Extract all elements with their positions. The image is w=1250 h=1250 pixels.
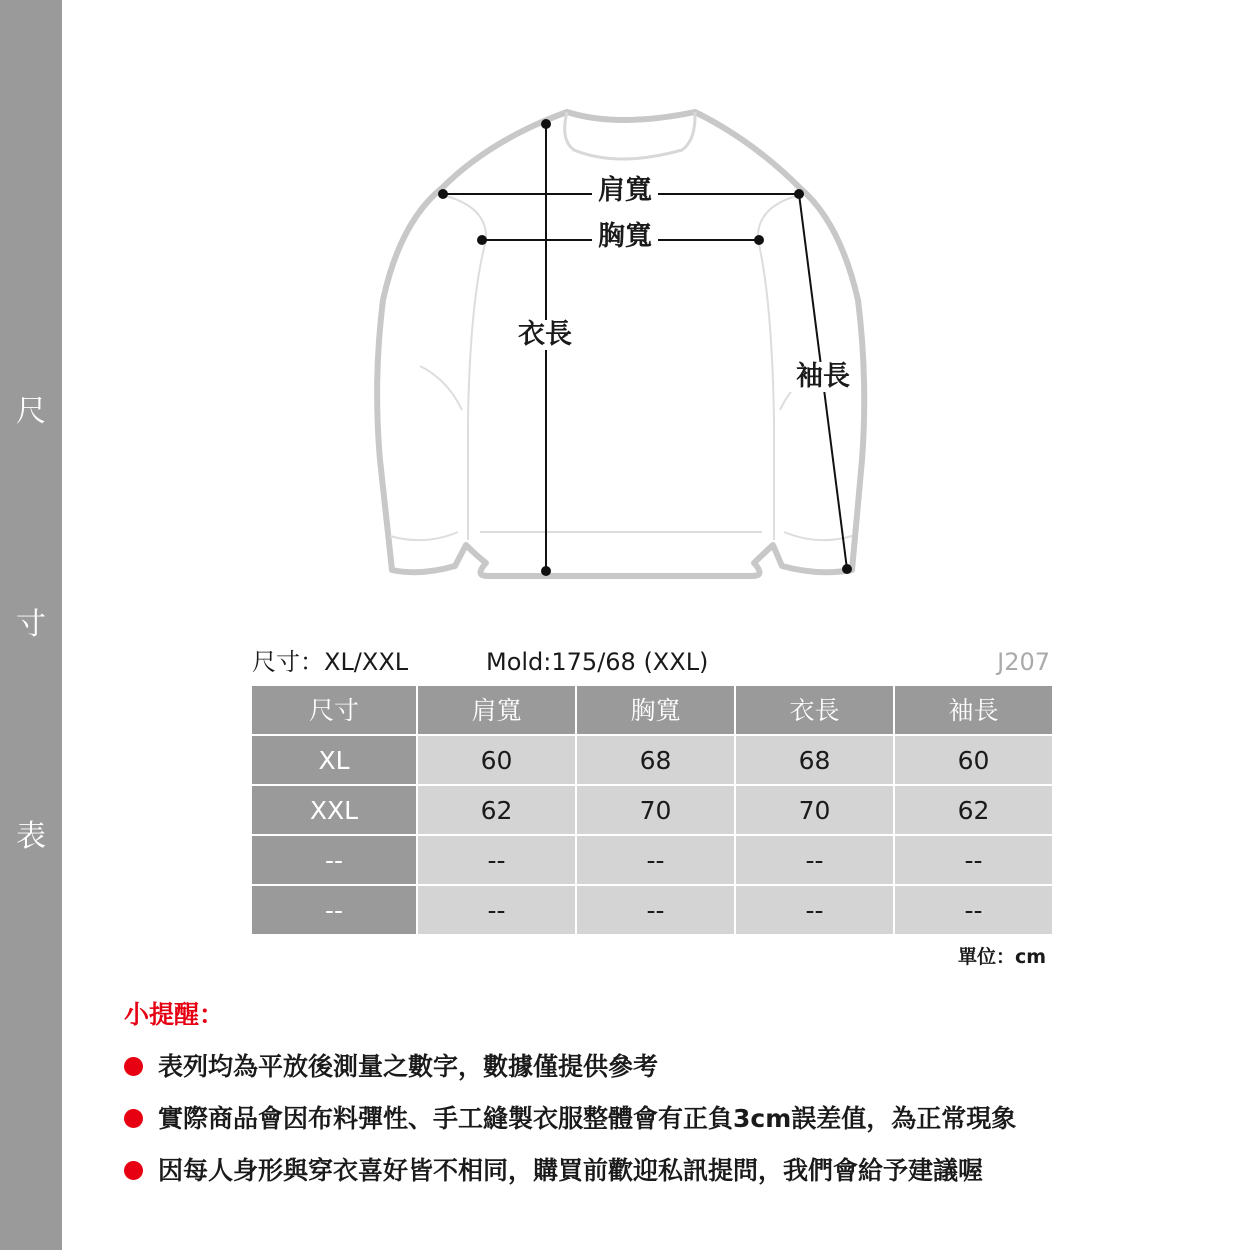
row-size: XL <box>252 736 416 784</box>
product-code: J207 <box>997 648 1050 676</box>
measure-point <box>438 189 448 199</box>
unit-label: 單位：cm <box>957 946 1046 968</box>
table-header-row <box>252 686 1052 734</box>
header-chest: 胸寬 <box>577 686 734 734</box>
reminder-note-text: 實際商品會因布料彈性、手工縫製衣服整體會有正負3cm誤差值，為正常現象 <box>158 1104 1017 1133</box>
header-shoulder: 肩寬 <box>418 686 575 734</box>
table-cell: 60 <box>895 736 1052 784</box>
table-row <box>252 736 1052 784</box>
table-row <box>252 786 1052 834</box>
table-cell: -- <box>418 886 575 934</box>
reminder-note-text: 因每人身形與穿衣喜好皆不相同，購買前歡迎私訊提問，我們會給予建議喔 <box>158 1156 984 1185</box>
table-cell: -- <box>895 836 1052 884</box>
bullet-dot-icon <box>124 1161 143 1180</box>
sidebar-title-char: 表 <box>16 819 46 854</box>
model-info: Mold:175/68 (XXL) <box>486 648 709 676</box>
measure-point <box>754 235 764 245</box>
table-cell: 70 <box>577 786 734 834</box>
reminder-note <box>124 1106 1016 1131</box>
reminder-note <box>124 1158 983 1183</box>
table-cell: -- <box>895 886 1052 934</box>
table-cell: 60 <box>418 736 575 784</box>
table-cell: -- <box>577 836 734 884</box>
garment-diagram <box>0 0 1250 620</box>
row-size: -- <box>252 886 416 934</box>
table-cell: -- <box>736 886 893 934</box>
bullet-dot-icon <box>124 1057 143 1076</box>
table-cell: -- <box>577 886 734 934</box>
measure-point <box>541 566 551 576</box>
sidebar-title-char: 寸 <box>16 607 46 642</box>
reminder-title: 小提醒： <box>124 1000 225 1029</box>
shoulder-label: 肩寬 <box>592 176 658 206</box>
bullet-dot-icon <box>124 1109 143 1128</box>
table-row <box>252 836 1052 884</box>
table-cell: 62 <box>895 786 1052 834</box>
table-cell: -- <box>418 836 575 884</box>
header-size: 尺寸 <box>252 686 416 734</box>
reminder-note-text: 表列均為平放後測量之數字，數據僅提供參考 <box>158 1052 659 1081</box>
measure-point <box>477 235 487 245</box>
header-length: 衣長 <box>736 686 893 734</box>
table-cell: 62 <box>418 786 575 834</box>
length-label: 衣長 <box>512 320 578 350</box>
sidebar-title-char: 尺 <box>16 394 46 429</box>
table-cell: 68 <box>577 736 734 784</box>
reminder-note <box>124 1054 658 1079</box>
measure-point <box>794 189 804 199</box>
size-table <box>250 684 1054 936</box>
row-size: -- <box>252 836 416 884</box>
size-range: 尺寸：XL/XXL <box>252 648 409 676</box>
row-size: XXL <box>252 786 416 834</box>
measure-point <box>541 119 551 129</box>
header-sleeve: 袖長 <box>895 686 1052 734</box>
table-cell: 68 <box>736 736 893 784</box>
sleeve-label: 袖長 <box>790 362 856 392</box>
table-row <box>252 886 1052 934</box>
sweatshirt-illustration <box>0 0 1250 620</box>
measure-point <box>842 564 852 574</box>
table-cell: -- <box>736 836 893 884</box>
chest-label: 胸寬 <box>592 222 658 252</box>
table-cell: 70 <box>736 786 893 834</box>
